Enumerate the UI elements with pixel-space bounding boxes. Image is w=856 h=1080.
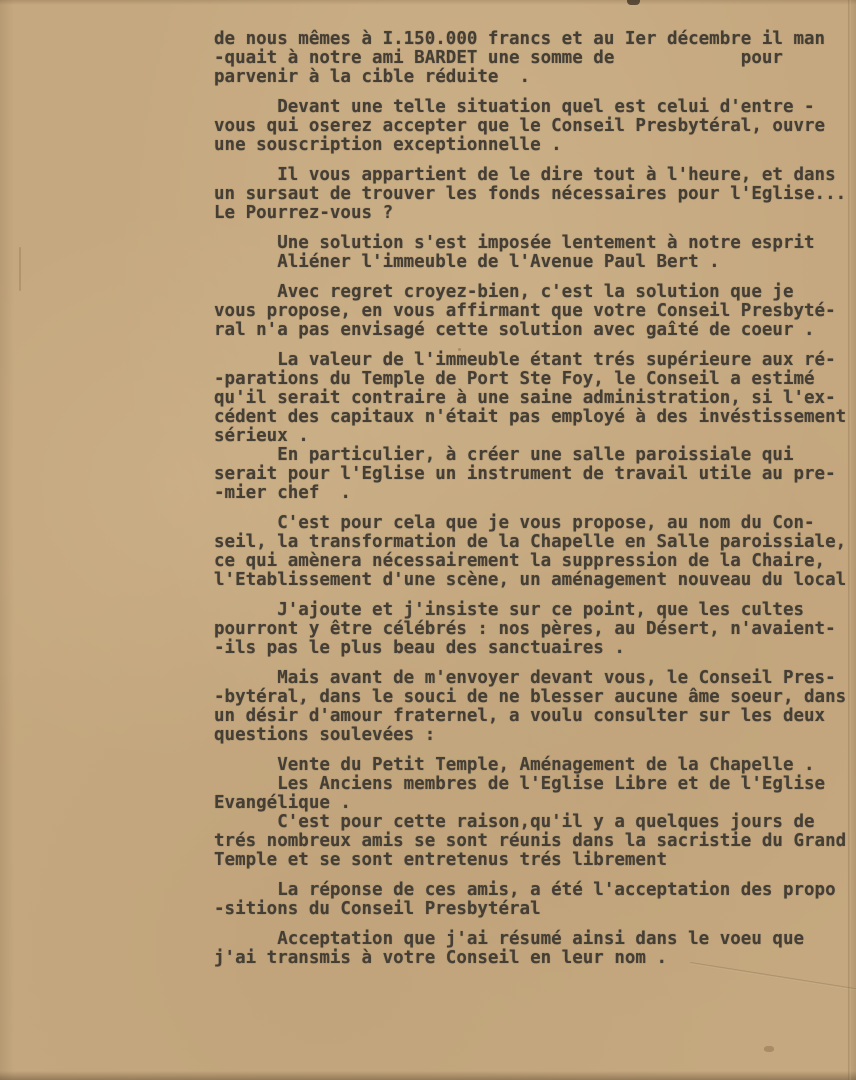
paragraph [214, 283, 854, 340]
text-line: -bytéral, dans le souci de ne blesser aucune âme soeur, dans [214, 687, 847, 707]
text-line: Vente du Petit Temple, Aménagement de la Chapelle . [214, 755, 815, 775]
text-line: La valeur de l'immeuble étant trés supérieure aux ré- [214, 350, 836, 370]
text-line: Mais avant de m'envoyer devant vous, le Conseil Pres- [214, 668, 836, 688]
text-line: un sursaut de trouver les fonds nécessaires pour l'Eglise... [214, 184, 847, 204]
text-line: une souscription exceptionnelle . [214, 135, 562, 155]
text-line: serait pour l'Eglise un instrument de travail utile au pre- [214, 464, 836, 484]
text-line: parvenir à la cible réduite . [214, 67, 531, 87]
text-line: qu'il serait contraire à une saine administration, si l'ex- [214, 388, 836, 408]
text-line: Les Anciens membres de l'Eglise Libre et de l'Eglise [214, 774, 826, 794]
text-line: un désir d'amour fraternel, a voulu consulter sur les deux [214, 706, 826, 726]
text-line: cédent des capitaux n'était pas employé à des invéstissement [214, 407, 847, 427]
text-line: Le Pourrez-vous ? [214, 203, 394, 223]
text-line: Evangélique . [214, 793, 351, 813]
text-line: -quait à notre ami BARDET une somme de pour [214, 48, 783, 68]
text-line: Devant une telle situation quel est celui d'entre - [214, 97, 815, 117]
paragraph [214, 601, 854, 658]
text-line: -parations du Temple de Port Ste Foy, le Conseil a estimé [214, 369, 815, 389]
paragraph [214, 669, 854, 745]
text-line: ce qui amènera nécessairement la suppression de la Chaire, [214, 551, 826, 571]
text-line: vous qui oserez accepter que le Conseil Presbytéral, ouvre [214, 116, 826, 136]
paragraph [214, 881, 854, 919]
text-line: La réponse de ces amis, a été l'acceptation des propo [214, 880, 836, 900]
text-line: Acceptation que j'ai résumé ainsi dans le voeu que [214, 929, 805, 949]
text-line: -ils pas le plus beau des sanctuaires . [214, 638, 625, 658]
text-line: sérieux . [214, 426, 309, 446]
paper-stain [764, 1046, 774, 1052]
text-line: trés nombreux amis se sont réunis dans la sacristie du Grand [214, 831, 847, 851]
text-line: Aliéner l'immeuble de l'Avenue Paul Bert . [214, 252, 720, 272]
text-line: J'ajoute et j'insiste sur ce point, que les cultes [214, 600, 805, 620]
text-line: l'Etablissement d'une scène, un aménagement nouveau du local [214, 570, 847, 590]
text-line: Une solution s'est imposée lentement à notre esprit [214, 233, 815, 253]
text-line: C'est pour cette raison,qu'il y a quelques jours de [214, 812, 815, 832]
text-line: En particulier, à créer une salle paroissiale qui [214, 445, 794, 465]
paragraph [214, 166, 854, 223]
paragraph [214, 234, 854, 272]
paragraph [214, 514, 854, 590]
text-line: seil, la transformation de la Chapelle en Salle paroissiale, [214, 532, 847, 552]
text-line: de nous mêmes à I.150.000 francs et au Ier décembre il man [214, 29, 826, 49]
document-text [214, 30, 854, 979]
left-edge-crease [19, 247, 21, 291]
paragraph [214, 756, 854, 870]
paragraph [214, 98, 854, 155]
text-line: ral n'a pas envisagé cette solution avec gaîté de coeur . [214, 320, 815, 340]
text-line: pourront y être célébrés : nos pères, au Désert, n'avaient- [214, 619, 836, 639]
text-line: Avec regret croyez-bien, c'est la solution que je [214, 282, 794, 302]
text-line: -mier chef . [214, 483, 351, 503]
text-line: Temple et se sont entretenus trés librement [214, 850, 668, 870]
ink-speck-top-edge [627, 0, 640, 5]
text-line: -sitions du Conseil Presbytéral [214, 899, 541, 919]
text-line: questions soulevées : [214, 725, 436, 745]
paragraph [214, 930, 854, 968]
text-line: j'ai transmis à votre Conseil en leur nom . [214, 948, 668, 968]
text-line: C'est pour cela que je vous propose, au nom du Con- [214, 513, 815, 533]
text-line: vous propose, en vous affirmant que votre Conseil Presbyté- [214, 301, 836, 321]
paragraph [214, 351, 854, 503]
paragraph [214, 30, 854, 87]
text-line: Il vous appartient de le dire tout à l'heure, et dans [214, 165, 836, 185]
